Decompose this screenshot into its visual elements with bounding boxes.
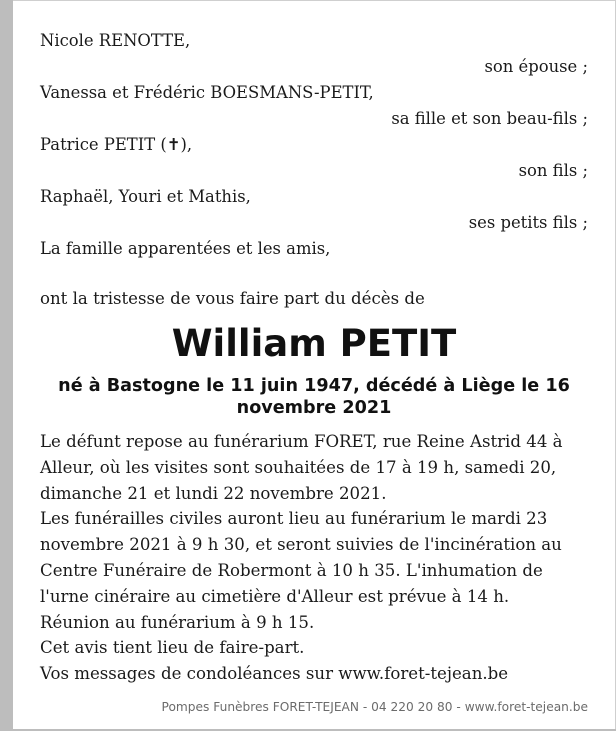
details-line: l'urne cinéraire au cimetière d'Alleur est prévue à 14 h. [40, 586, 510, 606]
family-member-role: son épouse ; [484, 57, 588, 76]
details-line: Les funérailles civiles auront lieu au funérarium le mardi 23 [40, 509, 548, 529]
details-line: Le défunt repose au funérarium FORET, rue Reine Astrid 44 à [40, 432, 563, 451]
funeral-details [40, 429, 600, 687]
birth-death-dates [40, 375, 588, 419]
family-member-name: Nicole RENOTTE, [40, 31, 191, 50]
left-margin-bar [0, 0, 13, 731]
details-line: Alleur, où les visites sont souhaitées de 17 à 19 h, samedi 20, [40, 457, 557, 477]
family-list [40, 28, 588, 262]
deceased-name: William PETIT [171, 322, 457, 365]
dates-line: novembre 2021 [236, 398, 392, 418]
family-member-role: ses petits fils ; [468, 213, 588, 232]
details-line: Réunion au funérarium à 9 h 15. [40, 612, 315, 632]
details-line: Centre Funéraire de Robermont à 10 h 35. L'inhumation de [40, 560, 543, 580]
top-border [13, 0, 616, 1]
condolences-line: Vos messages de condoléances sur www.foret-tejean.be [40, 664, 509, 684]
family-member-name: Vanessa et Frédéric BOESMANS-PETIT, [40, 83, 374, 102]
announcement-text: ont la tristesse de vous faire part du décès de [40, 289, 425, 308]
details-line: dimanche 21 et lundi 22 novembre 2021. [40, 483, 387, 503]
dates-line: né à Bastogne le 11 juin 1947, décédé à Liège le 16 [58, 376, 570, 396]
family-member-role: son fils ; [518, 161, 588, 180]
details-line: Cet avis tient lieu de faire-part. [40, 638, 305, 658]
family-member-name: Raphaël, Youri et Mathis, [40, 187, 251, 206]
funeral-home-footer: Pompes Funèbres FORET-TEJEAN - 04 220 20 80 - www.foret-tejean.be [161, 700, 588, 714]
family-member-name: La famille apparentées et les amis, [40, 239, 331, 258]
details-line: novembre 2021 à 9 h 30, et seront suivies de l'incinération au [40, 535, 562, 555]
family-member-name: Patrice PETIT (✝), [40, 135, 193, 154]
family-member-role: sa fille et son beau-fils ; [391, 109, 588, 128]
